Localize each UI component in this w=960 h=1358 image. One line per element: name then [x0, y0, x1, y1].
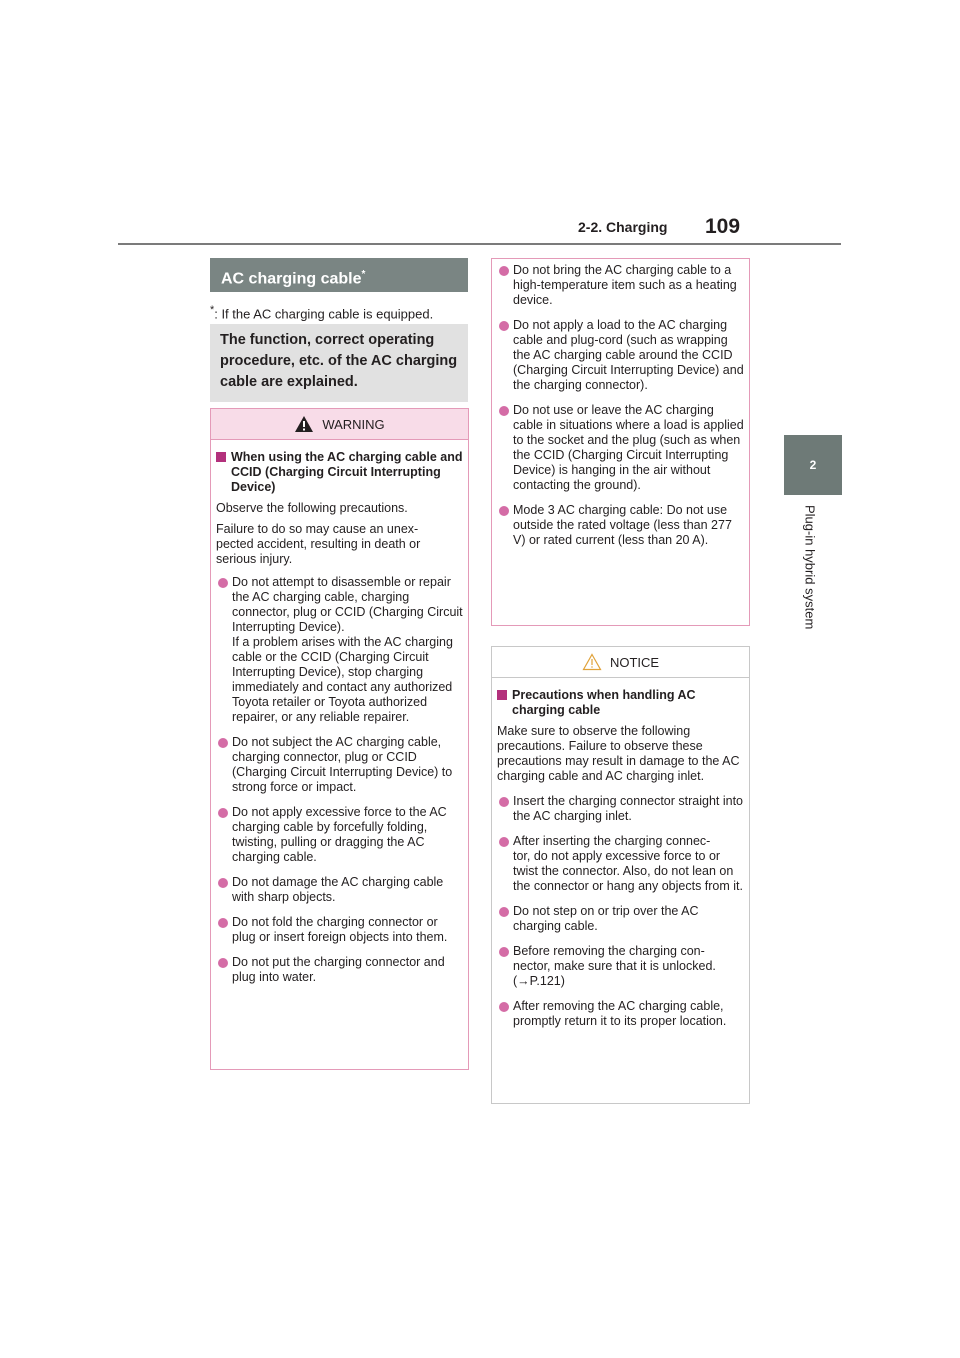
footnote: [210, 304, 433, 321]
list-item: Do not step on or trip over the AC charging cable.: [497, 904, 744, 934]
warning-icon: [294, 415, 314, 433]
bullet-icon: [499, 907, 509, 917]
bullet-icon: [499, 506, 509, 516]
title-asterisk: *: [361, 269, 366, 280]
notice-header: [492, 647, 749, 678]
list-item: Do not subject the AC charging cable, charging connector, plug or CCID (Charging Circuit Interrupting Device) to strong force or impact.: [216, 735, 463, 795]
bullet-icon: [499, 1002, 509, 1012]
bullet-icon: [499, 837, 509, 847]
warning-para-1: Observe the following precautions.: [216, 501, 408, 515]
warning-label: WARNING: [322, 416, 385, 432]
list-item: Before removing the charging con- nector, make sure that it is unlocked. (→P.121): [497, 944, 744, 989]
list-item: Do not apply a load to the AC charging cable and plug-cord (such as wrapping the AC charging cable around the CCID (Charging Circuit Interrupting Device) and the charging connector).: [497, 318, 744, 393]
list-item: Do not put the charging connector and plug into water.: [216, 955, 463, 985]
bullet-icon: [499, 321, 509, 331]
caution-icon: [582, 653, 602, 671]
section-header: 2-2. Charging: [578, 219, 668, 235]
list-item: Do not fold the charging connector or plug or insert foreign objects into them.: [216, 915, 463, 945]
notice-subheading: [497, 688, 744, 718]
list-item: After inserting the charging connec- tor, do not apply excessive force to or twist the connector. Also, do not lean on the connector or hang any objects from it.: [497, 834, 744, 894]
chapter-tab: 2: [784, 435, 842, 495]
list-item: Do not damage the AC charging cable with sharp objects.: [216, 875, 463, 905]
section-title-text: AC charging cable: [221, 270, 362, 288]
bullet-icon: [218, 918, 228, 928]
list-item: Do not attempt to disassemble or repair the AC charging cable, charging connector, plug or CCID (Charging Circuit Interrupting Device). If a problem arises with the AC charging cable or the CCID (Charging Circuit Interrupting Device), stop charging immediately and contact any authorized Toyota retailer or Toyota authorized repairer, or any reliable repairer.: [216, 575, 463, 725]
notice-box: [491, 646, 750, 1104]
square-bullet-icon: [216, 452, 226, 462]
list-item: After removing the AC charging cable, promptly return it to its proper location.: [497, 999, 744, 1029]
intro-box: The function, correct operating procedure, etc. of the AC charging cable are explained.: [210, 324, 468, 402]
list-item: Mode 3 AC charging cable: Do not use outside the rated voltage (less than 277 V) or rated current (less than 20 A).: [497, 503, 744, 548]
section-title: [210, 258, 468, 292]
list-item: Do not apply excessive force to the AC charging cable by forcefully folding, twisting, pulling or dragging the AC charging cable.: [216, 805, 463, 865]
warning-para-2: Failure to do so may cause an unex- pected accident, resulting in death or serious injury.: [216, 522, 421, 566]
bullet-icon: [218, 808, 228, 818]
warning-box: [210, 408, 469, 1070]
bullet-icon: [499, 947, 509, 957]
page-number: 109: [705, 215, 741, 238]
list-item: Do not bring the AC charging cable to a high-temperature item such as a heating device.: [497, 263, 744, 308]
warning-subheading-text: When using the AC charging cable and CCID (Charging Circuit Interrupting Device): [231, 450, 463, 494]
warning-box-continued: [491, 258, 750, 626]
bullet-icon: [499, 406, 509, 416]
footnote-asterisk: *: [210, 304, 215, 316]
list-item: Do not use or leave the AC charging cable in situations where a load is applied to the socket and the plug (such as when the CCID (Charging Circuit Interrupting Device) is hanging in the air without contacting the ground).: [497, 403, 744, 493]
footnote-text: : If the AC charging cable is equipped.: [214, 306, 434, 322]
list-item: Insert the charging connector straight into the AC charging inlet.: [497, 794, 744, 824]
chapter-label-text: Plug-in hybrid system: [802, 505, 818, 630]
bullet-icon: [499, 266, 509, 276]
warning-header: [211, 409, 468, 440]
notice-subheading-text: Precautions when handling AC charging cable: [512, 688, 696, 717]
notice-para: Make sure to observe the following precautions. Failure to observe these precautions may result in damage to the AC charging cable and AC charging inlet.: [497, 724, 740, 783]
bullet-icon: [218, 578, 228, 588]
bullet-icon: [499, 797, 509, 807]
chapter-label: [800, 505, 820, 655]
warning-subheading: [216, 450, 463, 495]
notice-label: NOTICE: [609, 654, 660, 670]
square-bullet-icon: [497, 690, 507, 700]
bullet-icon: [218, 738, 228, 748]
bullet-icon: [218, 878, 228, 888]
header-divider: [118, 243, 841, 245]
bullet-icon: [218, 958, 228, 968]
